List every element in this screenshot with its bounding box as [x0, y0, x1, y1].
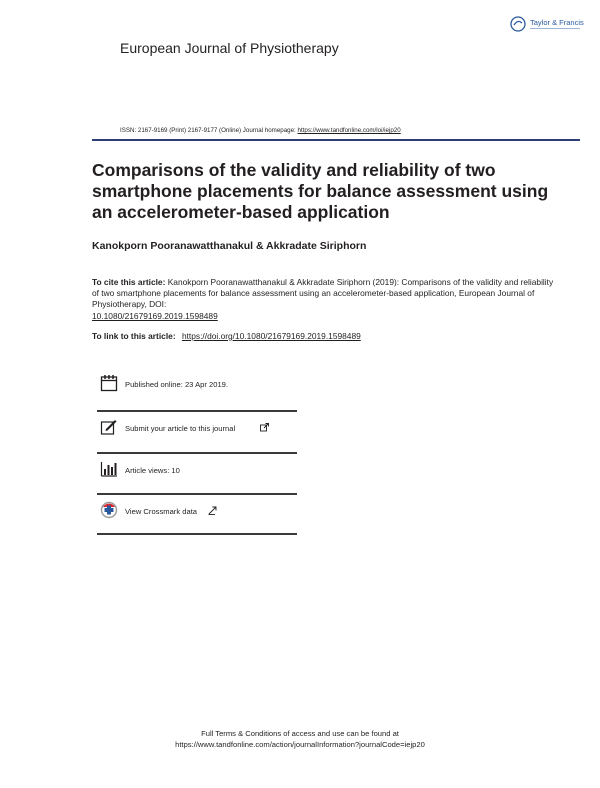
edit-icon [100, 418, 118, 436]
logo-underline [530, 28, 580, 29]
views-text: Article views: 10 [125, 466, 180, 475]
article-link-line [92, 331, 361, 341]
article-doi-link[interactable]: https://doi.org/10.1080/21679169.2019.1598489 [181, 331, 361, 341]
publisher-logo[interactable] [510, 14, 586, 40]
article-title: Comparisons of the validity and reliability of two smartphone placements for balance assessment using an accelerometer-based application [92, 160, 549, 222]
citation-label: To cite this article: [92, 277, 166, 287]
link-label: To link to this article: [92, 331, 176, 341]
issn-text: ISSN: 2167-9169 (Print) 2167-9177 (Online) Journal homepage: [120, 127, 296, 134]
external-link-icon [208, 506, 217, 515]
info-divider [97, 533, 297, 535]
citation-block [92, 277, 562, 322]
crossmark-link[interactable]: View Crossmark data [125, 507, 198, 516]
publisher-name: Taylor & Francis [530, 18, 584, 27]
published-text: Published online: 23 Apr 2019. [125, 380, 229, 389]
article-authors: Kanokporn Pooranawatthanakul & Akkradate Siriphorn [92, 240, 367, 252]
footer-terms: Full Terms & Conditions of access and use can be found at [201, 729, 399, 738]
journal-name: European Journal of Physiotherapy [120, 40, 339, 56]
calendar-icon [100, 374, 118, 392]
submit-link[interactable]: Submit your article to this journal [125, 424, 236, 433]
submit-row[interactable] [97, 412, 297, 452]
issn-line [120, 127, 401, 134]
header-rule [92, 139, 580, 141]
crossmark-icon [100, 501, 118, 519]
footer [0, 728, 600, 750]
citation-text: Kanokporn Pooranawatthanakul & Akkradate Siriphorn (2019): Comparisons of the validity and reliability of two smartphone placements for balance assessment using an accelerometer-based application, European Journal of Physiotherapy, DOI: [92, 277, 554, 310]
footer-journal-info-link[interactable]: https://www.tandfonline.com/action/journalInformation?journalCode=iejp20 [175, 740, 425, 749]
external-link-icon [260, 423, 269, 432]
citation-doi[interactable]: 10.1080/21679169.2019.1598489 [92, 310, 218, 321]
views-row [97, 454, 297, 494]
crossmark-row[interactable] [97, 495, 297, 535]
taylor-francis-logo-icon [510, 16, 526, 32]
published-row [97, 368, 297, 408]
journal-homepage-link[interactable]: https://www.tandfonline.com/loi/iejp20 [297, 127, 401, 134]
bar-chart-icon [100, 460, 118, 478]
